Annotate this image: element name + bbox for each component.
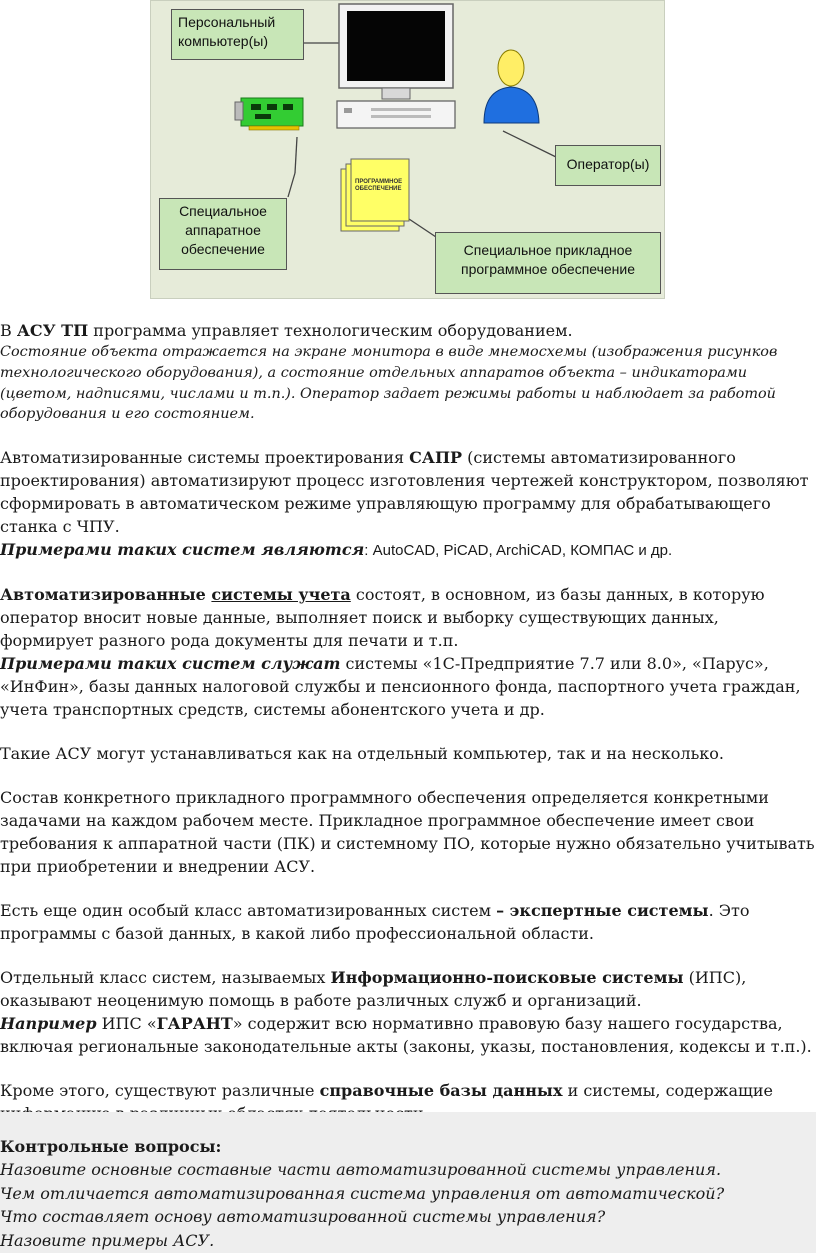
- software-label: Специальное прикладное программное обеспечение: [435, 232, 661, 294]
- p8-prefix: Кроме этого, существуют различные: [0, 1081, 320, 1101]
- question-item: Назовите основные составные части автоматизированной системы управления.: [0, 1160, 722, 1179]
- paragraph-expert: [0, 899, 816, 945]
- p7-bold: Информационно-поисковые системы: [330, 968, 684, 988]
- system-unit-icon: [337, 101, 455, 128]
- paragraph-sapr: [0, 446, 816, 538]
- p1-rest: программа управляет технологическим оборудованием.: [88, 321, 573, 340]
- paragraph-ips: [0, 966, 816, 1012]
- pc-label: Персональный компьютер(ы): [171, 9, 304, 60]
- p3-examples-label: Примерами таких систем служат: [0, 654, 341, 674]
- connector-operator: [503, 131, 556, 157]
- question-item: Что составляет основу автоматизированной системы управления?: [0, 1207, 606, 1226]
- paragraph-sapr-examples: [0, 538, 816, 562]
- paragraph-accounting: [0, 583, 816, 652]
- questions-title: Контрольные вопросы:: [0, 1137, 222, 1156]
- connector-hardware: [288, 173, 295, 197]
- p7-prefix: Отдельный класс систем, называемых: [0, 968, 331, 988]
- p2-examples: : AutoCAD, PiCAD, ArchiCAD, КОМПАС и др.: [364, 542, 673, 560]
- question-item: Назовите примеры АСУ.: [0, 1230, 215, 1250]
- p3-rest: состоят, в основном, из базы данных, в которую оператор вносит новые данные, выполняет поиск и выборку существующих данных, формирует разного рода документы для печати и т.п.: [0, 585, 765, 651]
- p2-examples-label: Примерами таких систем являются: [0, 540, 365, 560]
- p2-prefix: Автоматизированные системы проектирования: [0, 448, 410, 468]
- connector-software: [409, 219, 436, 237]
- paragraph-asu-tp: [0, 319, 816, 342]
- paragraph-software: Состав конкретного прикладного программного обеспечения определяется конкретными задачами на каждом рабочем месте. Прикладное программное обеспечение имеет свои требования к аппаратной части (ПК) и системному ПО, которые нужно обязательно учитывать при приобретении и внедрении АСУ.: [0, 788, 815, 877]
- connector-hardware-2: [295, 137, 297, 173]
- p1-prefix: В: [0, 321, 17, 340]
- software-documents-icon: [341, 159, 409, 231]
- monitor-icon: [339, 4, 453, 99]
- p8-bold: справочные базы данных: [319, 1081, 563, 1101]
- operator-label: Оператор(ы): [555, 145, 661, 186]
- p6-bold: – экспертные системы: [496, 901, 709, 921]
- p3-examples: системы «1С-Предприятие 7.7 или 8.0», «Парус», «ИнФин», базы данных налоговой службы и пенсионного фонда, паспортного учета граждан, учета транспортных средств, системы абонентского учета и др.: [0, 654, 801, 720]
- p7-example-label: Например: [0, 1014, 97, 1034]
- control-questions: [0, 1112, 816, 1253]
- p3-underlined: системы учета: [211, 585, 351, 605]
- p2-acronym: САПР: [409, 448, 463, 468]
- paper-caption: ПРОГРАММНОЕ ОБЕСПЕЧЕНИЕ: [355, 179, 403, 192]
- p6-rest: . Это программы с базой данных, в какой либо профессиональной области.: [0, 901, 750, 944]
- asu-structure-diagram: [150, 0, 665, 299]
- p3-bold: Автоматизированные: [0, 585, 206, 605]
- p8-rest: и системы, содержащие: [567, 1081, 773, 1101]
- p7-example-rest: » содержит всю нормативно правовую базу нашего государства, включая региональные законодательные акты (законы, указы, постановления, кодексы и т.п.).: [0, 1014, 812, 1057]
- question-item: Чем отличается автоматизированная система управления от автоматической?: [0, 1183, 725, 1203]
- hardware-label: Специальное аппаратное обеспечение: [159, 198, 287, 270]
- p6-prefix: Есть еще один особый класс автоматизированных систем: [0, 901, 497, 921]
- document-body: [0, 319, 816, 1125]
- paragraph-ips-example: [0, 1012, 816, 1058]
- p1-acronym: АСУ ТП: [16, 321, 89, 340]
- p7-example-bold: ГАРАНТ: [156, 1014, 233, 1034]
- p2-rest: (системы автоматизированного проектирования) автоматизируют процесс изготовления чертежей конструктором, позволяют сформировать в автоматическом режиме управляющую программу для обрабатывающего станка с ЧПУ.: [0, 448, 809, 537]
- p7-example-pre: ИПС «: [96, 1014, 157, 1034]
- operator-icon: [484, 50, 539, 123]
- expansion-card-icon: [235, 98, 303, 130]
- p7-rest: (ИПС), оказывают неоценимую помощь в работе различных служб и организаций.: [0, 968, 747, 1011]
- paragraph-accounting-examples: [0, 652, 816, 721]
- paragraph-asu-tp-italic: Состояние объекта отражается на экране монитора в виде мнемосхемы (изображения рисунков технологического оборудования), а состояние отдельных аппаратов объекта – индикаторами (цветом, надписями, числами и т.п.). Оператор задает режимы работы и наблюдает за работой оборудования и его состоянием.: [0, 344, 778, 423]
- paragraph-install: Такие АСУ могут устанавливаться как на отдельный компьютер, так и на несколько.: [0, 744, 724, 764]
